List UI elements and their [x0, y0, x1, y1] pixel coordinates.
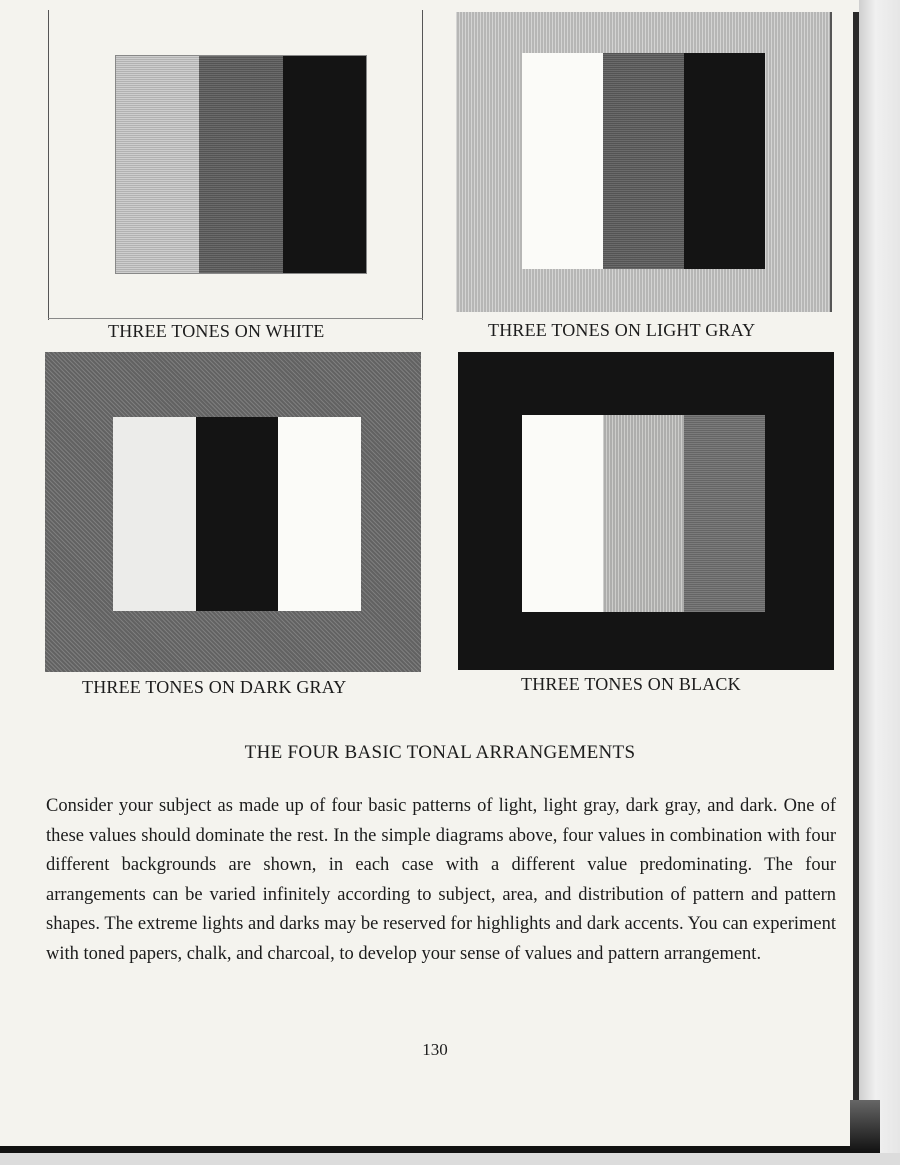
tone-dark-gray — [199, 56, 282, 273]
tone-black — [283, 56, 366, 273]
frame-bottom-line — [48, 318, 423, 319]
tone-dark-gray — [684, 415, 765, 612]
tone-strip-group — [115, 55, 367, 274]
frame-left-line — [48, 10, 49, 320]
frame-right-line — [422, 10, 423, 320]
body-paragraph: Consider your subject as made up of four basic patterns of light, light gray, dark gray, and dark. One of these values should dominate the rest. In the simple diagrams above, four values in combination with four different backgrounds are shown, in each case with a different value predominating. The four arrangements can be varied infinitely according to subject, area, and distribution of pattern and pattern shapes. The extreme lights and darks may be reserved for highlights and dark accents. You can experiment with toned papers, chalk, and charcoal, to develop your sense of values and pattern arrangement. — [46, 796, 836, 964]
tone-dark-gray — [603, 53, 684, 269]
tone-white — [522, 53, 603, 269]
tone-light-gray — [603, 415, 684, 612]
tone-strip-group — [113, 417, 361, 611]
scan-margin — [859, 0, 900, 1165]
label-tones-on-black: THREE TONES ON BLACK — [521, 674, 741, 694]
tone-black — [196, 417, 279, 611]
page-bottom-edge — [0, 1146, 880, 1153]
section-heading: THE FOUR BASIC TONAL ARRANGEMENTS — [244, 742, 636, 763]
tone-light-gray — [116, 56, 199, 273]
label-tones-on-light-gray: THREE TONES ON LIGHT GRAY — [488, 320, 756, 340]
tone-strip-group — [522, 53, 765, 269]
tone-white — [278, 417, 361, 611]
tone-strip-group — [522, 415, 765, 612]
scan-bottom-margin — [0, 1153, 900, 1165]
tone-black — [684, 53, 765, 269]
tone-white — [522, 415, 603, 612]
tone-light — [113, 417, 196, 611]
page-edge-shadow — [853, 12, 859, 1132]
page-corner-shadow — [850, 1100, 880, 1153]
page-number: 130 — [422, 1040, 448, 1059]
label-tones-on-dark-gray: THREE TONES ON DARK GRAY — [82, 677, 347, 697]
label-tones-on-white: THREE TONES ON WHITE — [108, 321, 325, 341]
